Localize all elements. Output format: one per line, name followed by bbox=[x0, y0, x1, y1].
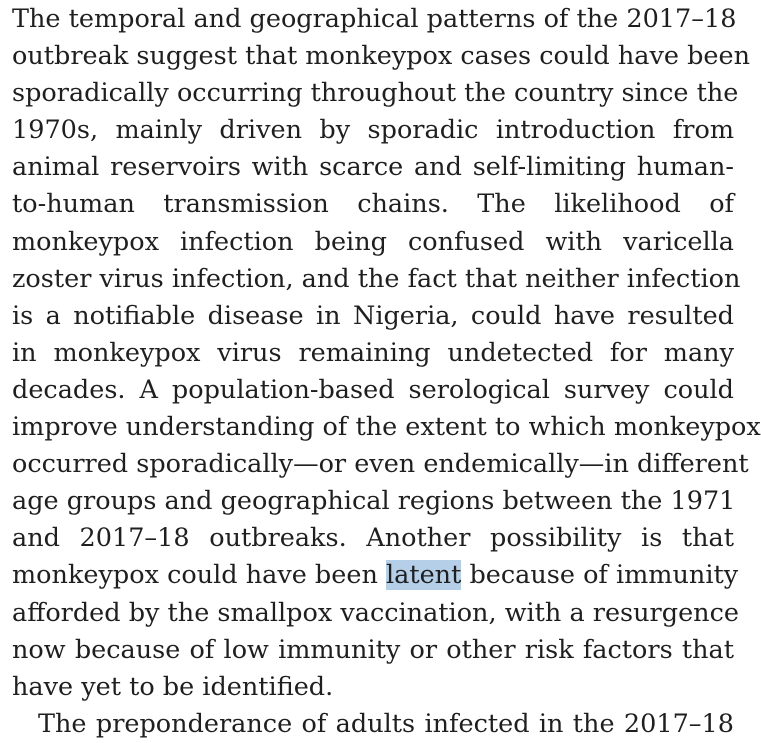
paragraph-1-line-1: The temporal and geographical patterns of the 2017–18 bbox=[12, 4, 737, 34]
paragraph-1-line-3: sporadically occurring throughout the country since the bbox=[12, 78, 739, 109]
paragraph-1-line-17: afforded by the smallpox vaccination, with a resurgence bbox=[12, 597, 739, 628]
paragraph-1-line-10: in monkeypox virus remaining undetected for many bbox=[12, 337, 734, 368]
paragraph-1-line-19: have yet to be identified. bbox=[12, 671, 334, 702]
paragraph-1-line-16 bbox=[12, 557, 739, 594]
paragraph-1-line-18: now because of low immunity or other risk factors that bbox=[12, 634, 734, 665]
paragraph-1-line-6: to-human transmission chains. The likelihood of bbox=[12, 189, 734, 220]
paragraph-1-line-9: is a notifiable disease in Nigeria, could have resulted bbox=[12, 300, 734, 331]
paragraph-1-line-11: decades. A population-based serological survey could bbox=[12, 374, 734, 405]
paragraph-1-line-7: monkeypox infection being confused with varicella bbox=[12, 226, 734, 257]
line-text-after-highlight: because of immunity bbox=[461, 560, 739, 591]
paragraph-1-line-5: animal reservoirs with scarce and self-limiting human- bbox=[12, 152, 734, 183]
paragraph-1-line-12: improve understanding of the extent to which monkeypox bbox=[12, 412, 761, 443]
paragraph-1-line-13: occurred sporadically—or even endemically—in different bbox=[12, 449, 749, 480]
paragraph-1-line-14: age groups and geographical regions between the 1971 bbox=[12, 486, 736, 517]
paragraph-1-line-4: 1970s, mainly driven by sporadic introduction from bbox=[12, 115, 734, 146]
line-text-before-highlight: monkeypox could have been bbox=[12, 560, 386, 591]
article-body bbox=[12, 0, 761, 743]
paragraph-1-line-8: zoster virus infection, and the fact that neither infection bbox=[12, 263, 741, 294]
paragraph-1-line-15: and 2017–18 outbreaks. Another possibility is that bbox=[12, 523, 734, 554]
paragraph-2-line-1: The preponderance of adults infected in the 2017–18 bbox=[38, 708, 734, 739]
selected-text-highlight[interactable]: latent bbox=[385, 560, 462, 591]
paragraph-1-line-2: outbreak suggest that monkeypox cases could have been bbox=[12, 41, 751, 72]
